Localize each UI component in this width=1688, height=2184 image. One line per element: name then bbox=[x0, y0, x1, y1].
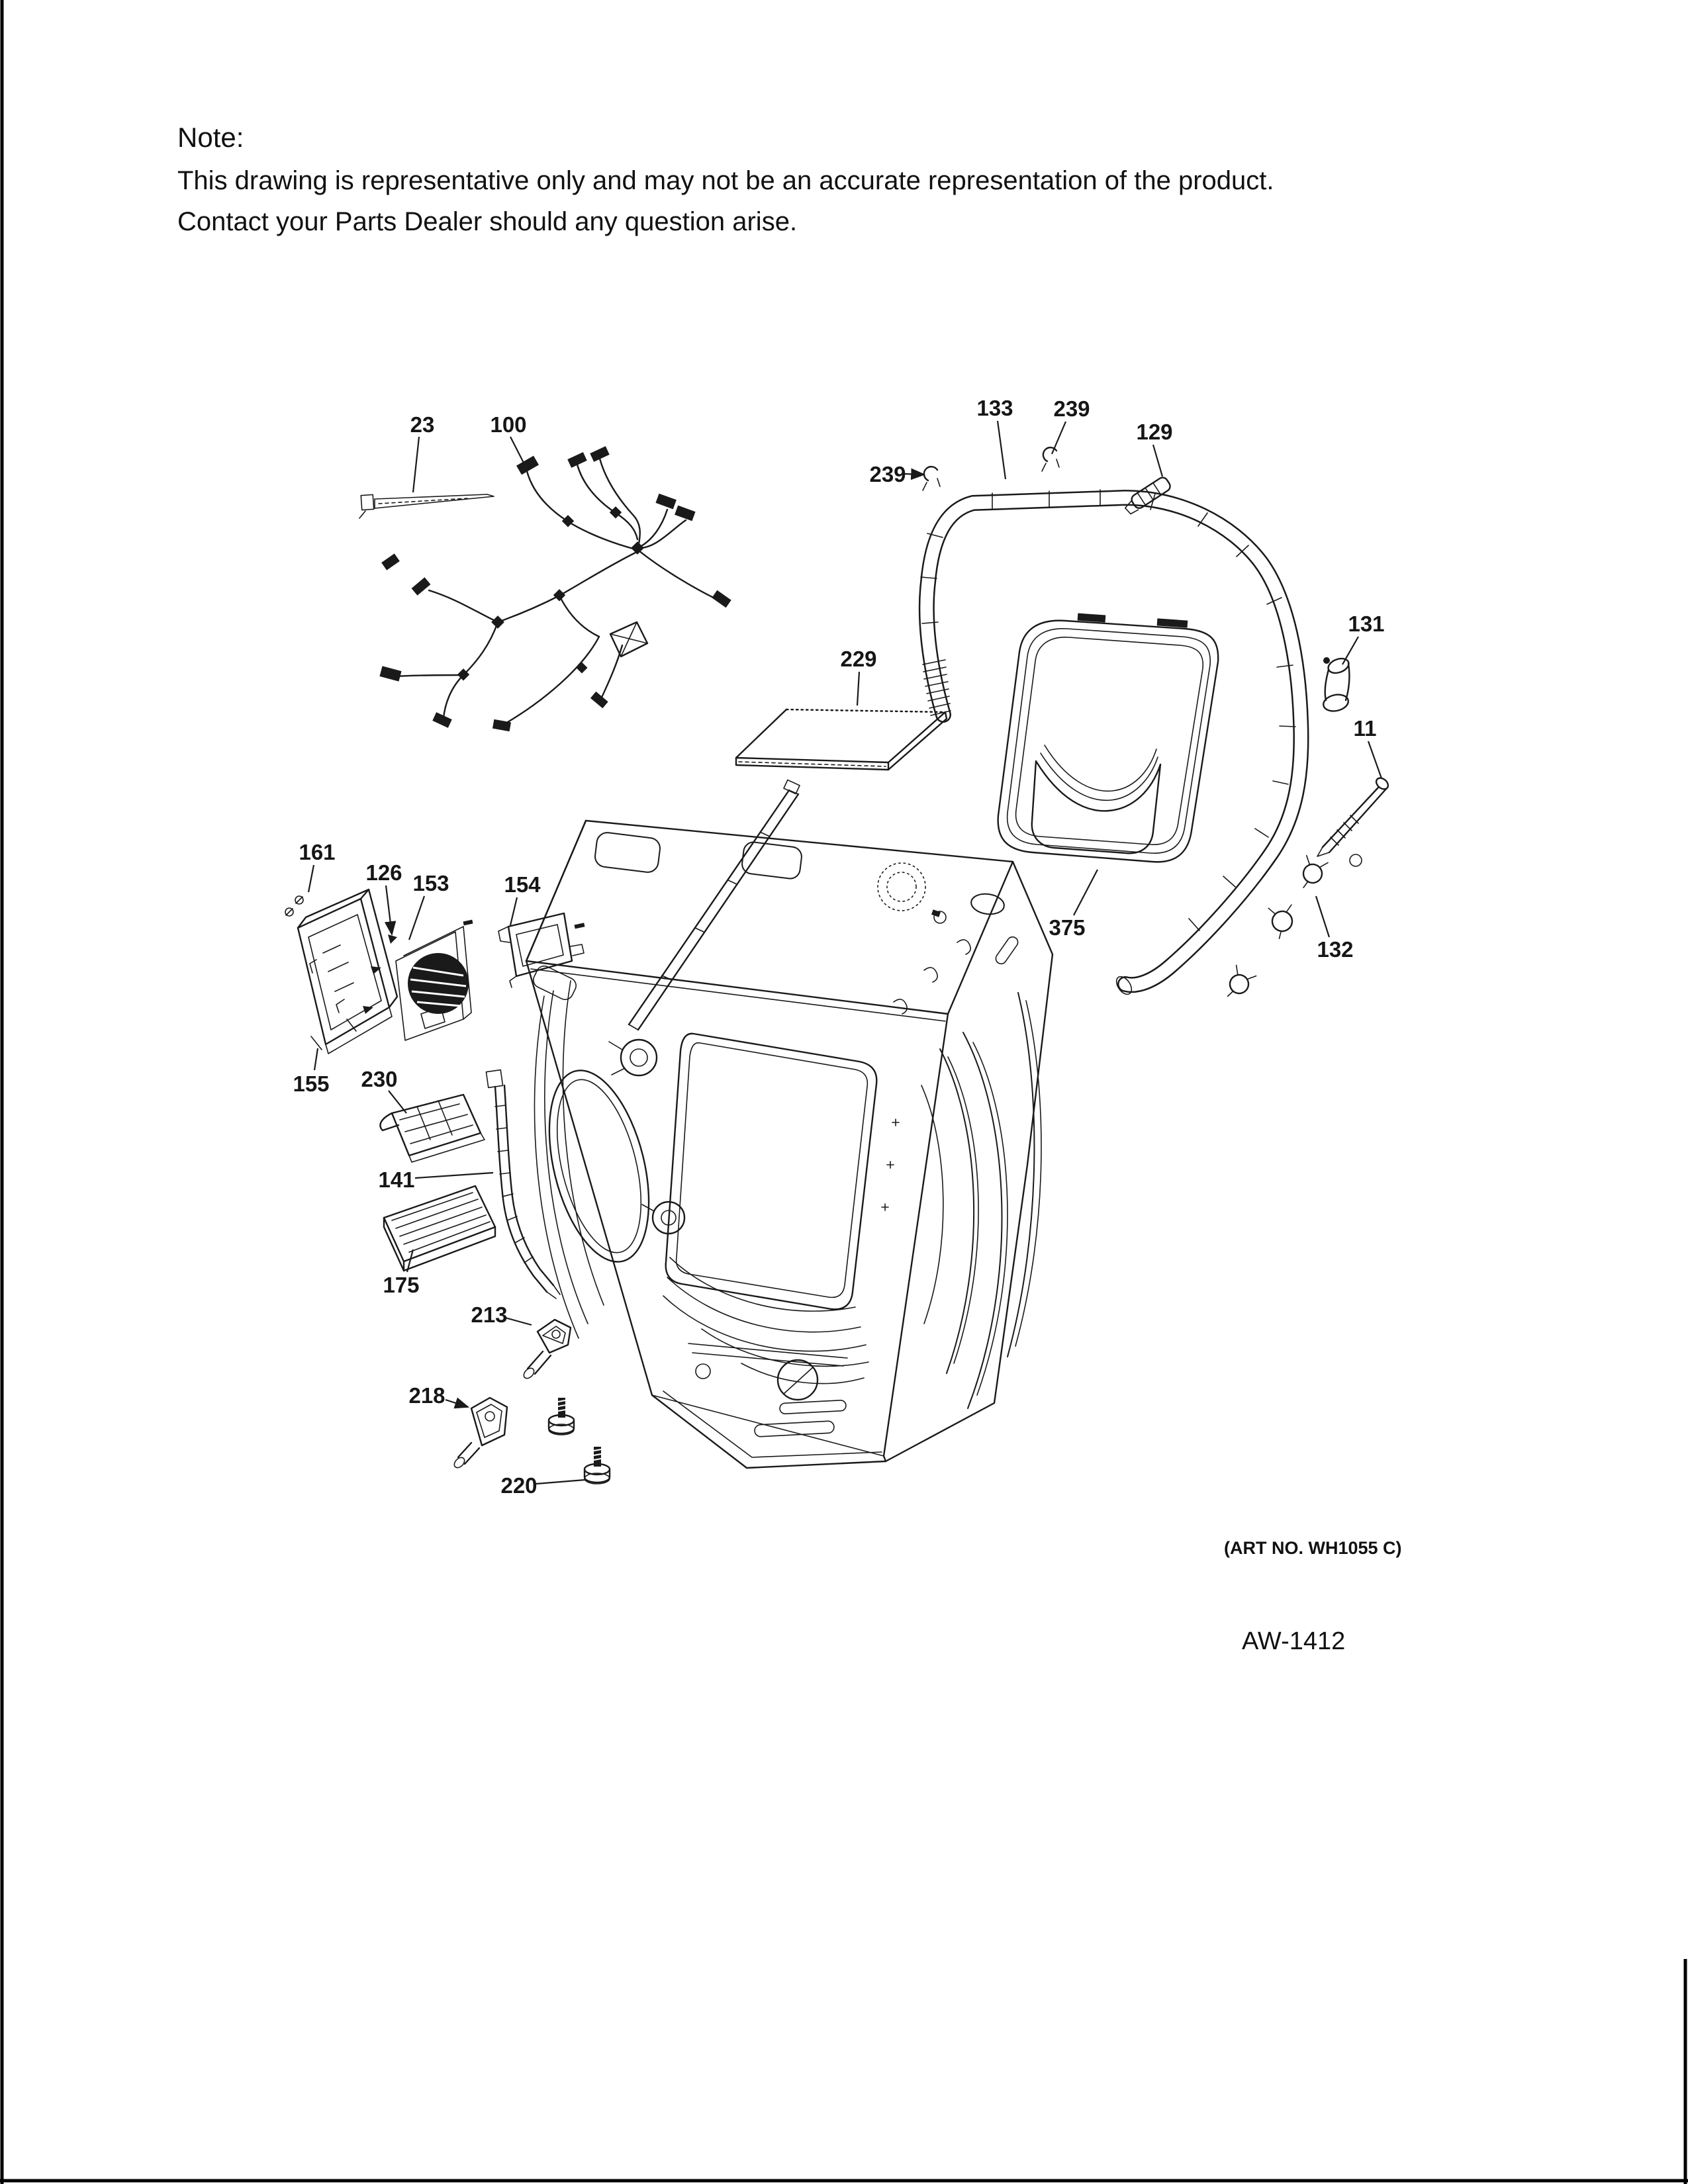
part-label-153: 153 bbox=[412, 871, 449, 895]
screws-161 bbox=[285, 896, 303, 916]
hose-clip-239-left bbox=[923, 467, 940, 490]
damper-218 bbox=[452, 1398, 507, 1470]
leader-line-239 bbox=[904, 474, 924, 475]
leader-line-132 bbox=[1316, 896, 1329, 937]
leader-line-126 bbox=[386, 886, 392, 934]
inverter-board-153 bbox=[363, 920, 585, 1040]
part-label-230: 230 bbox=[361, 1067, 398, 1091]
hinge-hub-top bbox=[609, 1040, 657, 1075]
part-label-375: 375 bbox=[1049, 915, 1086, 940]
leader-line-229 bbox=[857, 672, 859, 705]
wire-harness-drawing bbox=[359, 446, 731, 731]
leader-line-155 bbox=[314, 1048, 318, 1070]
leader-line-218 bbox=[445, 1400, 468, 1407]
art-number: (ART NO. WH1055 C) bbox=[1224, 1538, 1402, 1558]
leader-line-100 bbox=[510, 437, 526, 467]
leader-line-141 bbox=[415, 1173, 493, 1178]
drawing-code: AW-1412 bbox=[1242, 1627, 1346, 1655]
hose-segment-ticks bbox=[921, 490, 1295, 931]
part-label-132: 132 bbox=[1317, 937, 1354, 962]
leveling-foot-220 bbox=[585, 1447, 610, 1484]
note-block bbox=[177, 122, 1274, 236]
control-box-155 bbox=[298, 889, 397, 1054]
leader-line-230 bbox=[389, 1091, 406, 1113]
leader-line-153 bbox=[409, 896, 424, 940]
insulation-panel-229 bbox=[736, 709, 947, 770]
hose-clamp-132-a bbox=[1298, 856, 1328, 892]
leader-line-220 bbox=[536, 1480, 585, 1484]
part-label-213: 213 bbox=[471, 1302, 508, 1327]
leader-line-154 bbox=[510, 897, 517, 925]
note-line-2: Contact your Parts Dealer should any question arise. bbox=[177, 207, 798, 236]
door-gasket-375 bbox=[998, 614, 1219, 862]
part-label-161: 161 bbox=[299, 840, 336, 864]
leader-line-23 bbox=[413, 437, 419, 492]
part-label-131: 131 bbox=[1348, 612, 1385, 636]
leader-line-213 bbox=[505, 1318, 532, 1325]
damper-213 bbox=[522, 1320, 571, 1381]
hose-clip-239-right bbox=[1042, 447, 1059, 471]
part-label-23: 23 bbox=[410, 412, 435, 437]
part-label-220: 220 bbox=[500, 1473, 538, 1498]
hose-clamp-132-c bbox=[1223, 965, 1256, 1003]
cabinet-drawing bbox=[526, 780, 1053, 1468]
drain-hose-drawing bbox=[921, 447, 1390, 1003]
part-label-133: 133 bbox=[976, 396, 1013, 420]
part-label-239: 239 bbox=[869, 462, 906, 486]
part-label-155: 155 bbox=[293, 1071, 330, 1096]
wire-channel-141 bbox=[486, 1070, 560, 1298]
bracket-230 bbox=[380, 1095, 485, 1162]
leader-line-133 bbox=[998, 421, 1006, 479]
part-label-218: 218 bbox=[408, 1383, 445, 1408]
part-label-239: 239 bbox=[1053, 396, 1090, 421]
leader-line-239 bbox=[1052, 422, 1066, 454]
part-label-129: 129 bbox=[1136, 420, 1173, 444]
hose-clamp-132-b bbox=[1268, 904, 1297, 939]
part-label-11: 11 bbox=[1353, 716, 1377, 741]
part-label-154: 154 bbox=[504, 872, 541, 897]
leader-line-129 bbox=[1153, 445, 1162, 477]
part-label-229: 229 bbox=[840, 647, 877, 671]
tray-175 bbox=[384, 1186, 495, 1271]
part-label-100: 100 bbox=[490, 412, 527, 437]
leader-line-161 bbox=[308, 865, 314, 892]
note-title: Note: bbox=[177, 122, 244, 153]
note-line-1: This drawing is representative only and may not be an accurate representation of the product. bbox=[177, 166, 1274, 195]
part-label-175: 175 bbox=[383, 1273, 420, 1297]
leader-line-375 bbox=[1074, 870, 1098, 915]
part-label-141: 141 bbox=[378, 1167, 415, 1192]
part-label-126: 126 bbox=[365, 860, 402, 885]
leader-line-11 bbox=[1368, 741, 1382, 778]
grommet-131 bbox=[1322, 656, 1351, 713]
leveling-foot-a bbox=[549, 1398, 574, 1435]
screw-11 bbox=[1317, 776, 1390, 856]
leader-line-131 bbox=[1342, 637, 1358, 664]
